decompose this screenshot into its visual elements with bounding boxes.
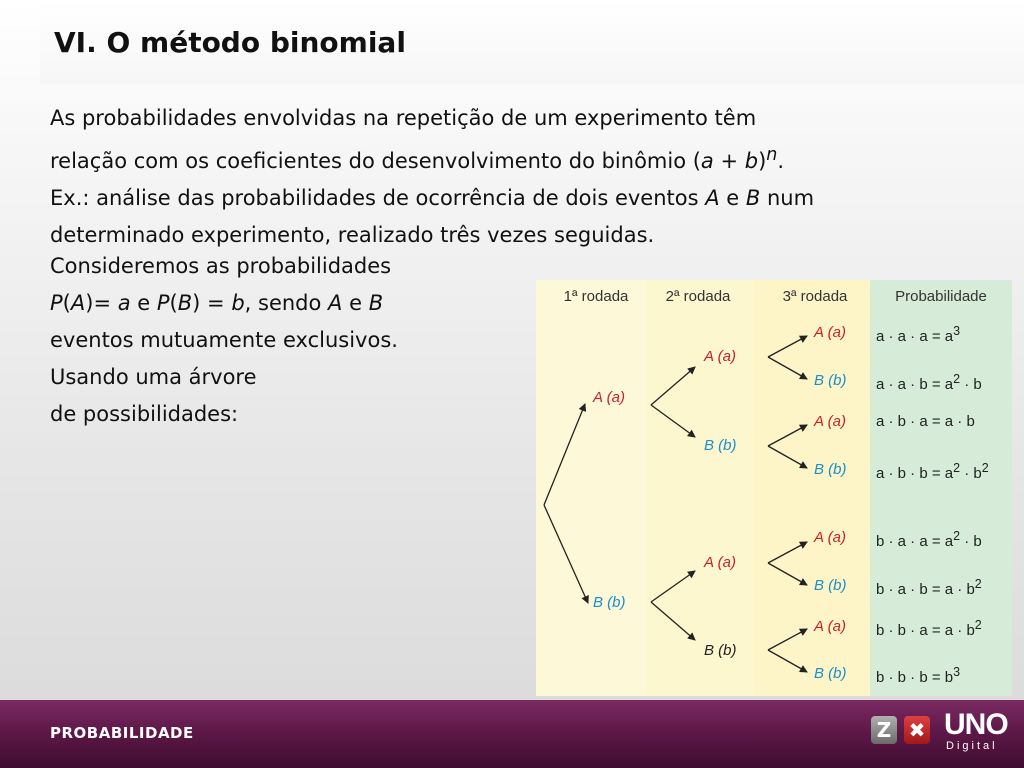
paren-eq: )= <box>85 291 118 315</box>
branch-ba-a <box>768 542 807 563</box>
event-a: A <box>328 291 343 315</box>
footer-label: PROBABILIDADE <box>50 724 194 742</box>
intro-line-3 <box>50 180 1000 217</box>
logo-x-icon: ✖ <box>904 716 930 744</box>
plus-sign: + <box>713 149 745 173</box>
left-line-1: Consideremos as probabilidades <box>50 254 392 278</box>
prob-expr: b · b · b = b <box>876 669 954 686</box>
node-r3-b: B (b) <box>814 461 847 478</box>
intro-line-4: determinado experimento, realizado três vezes seguidas. <box>50 223 655 247</box>
header-probability: Probabilidade <box>895 288 987 305</box>
prob-exp: 2 <box>981 461 989 475</box>
prob-exp: 2 <box>953 529 961 543</box>
node-r1-b: B (b) <box>593 594 626 611</box>
probability-aaa <box>876 324 960 345</box>
paren-close: ) <box>758 149 767 173</box>
branch-bb-a <box>768 629 807 650</box>
branch-aa-b <box>768 357 807 379</box>
branch-b-b <box>651 602 695 640</box>
var-a: a <box>117 291 131 315</box>
probability-aba <box>876 413 975 430</box>
left-paragraph <box>50 248 520 433</box>
var-b: b <box>744 149 759 173</box>
branch-b-a <box>651 571 695 602</box>
branch-root-a <box>544 404 585 505</box>
prob-p: P <box>50 291 63 315</box>
prob-exp: 3 <box>953 324 961 338</box>
branch-bb-b <box>768 650 807 672</box>
prob-expr: a · a · a = a <box>876 328 954 345</box>
slide-title: VI. O método binomial <box>54 26 406 59</box>
header-round-3: 3ª rodada <box>782 288 848 305</box>
node-r2-a: A (a) <box>704 554 736 571</box>
node-r2-b: B (b) <box>704 437 737 454</box>
node-r1-a: A (a) <box>593 389 625 406</box>
prob-expr: a · a · b = a <box>876 376 954 393</box>
node-r3-b: B (b) <box>814 372 847 389</box>
logo-z-icon: Z <box>871 716 897 744</box>
prob-exp: 2 <box>953 461 961 475</box>
footer-bar <box>0 700 1024 768</box>
branch-aa-a <box>768 336 807 357</box>
probability-bbb <box>876 665 960 686</box>
node-r2-b: B (b) <box>704 642 737 659</box>
prob-exp: 3 <box>953 665 961 679</box>
paren: ( <box>169 291 178 315</box>
probability-bba <box>876 618 982 639</box>
header-round-2: 2ª rodada <box>665 288 731 305</box>
var-a: a <box>700 149 714 173</box>
branch-a-b <box>651 405 695 437</box>
event-a: A <box>705 186 720 210</box>
event-b: B <box>745 186 761 210</box>
left-line-3: eventos mutuamente exclusivos. <box>50 328 398 352</box>
prob-tail: · b <box>960 533 982 550</box>
prob-expr: a · b · b = a <box>876 465 954 482</box>
paren-eq: ) = <box>192 291 232 315</box>
header-round-1: 1ª rodada <box>563 288 629 305</box>
exponent-n: n <box>766 145 778 165</box>
node-r3-a: A (a) <box>814 529 846 546</box>
intro-line-2 <box>50 137 1000 180</box>
conj-e: e <box>342 291 369 315</box>
prob-exp: 2 <box>974 577 982 591</box>
intro-text: relação com os coeficientes do desenvolvimento do binômio ( <box>50 149 701 173</box>
prob-expr: a · b · a = a · b <box>876 413 975 430</box>
sendo-text: , sendo <box>244 291 329 315</box>
left-line-5: de possibilidades: <box>50 402 239 426</box>
probability-bab <box>876 577 982 598</box>
var-b: b <box>231 291 245 315</box>
prob-p: P <box>156 291 170 315</box>
prob-expr: b · a · a = a <box>876 533 954 550</box>
left-line-2 <box>50 285 520 322</box>
logo-digital: Digital <box>946 740 998 752</box>
prob-exp: 2 <box>974 618 982 632</box>
left-line-4: Usando uma árvore <box>50 365 257 389</box>
branch-a-a <box>651 367 695 405</box>
node-r3-b: B (b) <box>814 577 847 594</box>
intro-paragraph <box>50 100 1000 254</box>
prob-expr: b · b · a = a · b <box>876 622 975 639</box>
branch-ab-a <box>768 425 807 446</box>
probability-aab <box>876 372 982 393</box>
paren: ( <box>62 291 71 315</box>
event-a: A <box>70 291 86 315</box>
prob-expr: b · a · b = a · b <box>876 581 975 598</box>
probability-tree-diagram <box>536 280 1012 696</box>
prob-exp: 2 <box>953 372 961 386</box>
conj-e: e <box>130 291 157 315</box>
probability-baa <box>876 529 982 550</box>
node-r2-a: A (a) <box>704 348 736 365</box>
event-b: B <box>177 291 193 315</box>
intro-text: Ex.: análise das probabilidades de ocorrência de dois eventos <box>50 186 706 210</box>
branch-ba-b <box>768 563 807 585</box>
prob-tail: · b <box>960 465 982 482</box>
intro-line-1: As probabilidades envolvidas na repetição de um experimento têm <box>50 106 757 130</box>
conj-e: e <box>719 186 746 210</box>
node-r3-a: A (a) <box>814 618 846 635</box>
event-b: B <box>368 291 384 315</box>
period: . <box>777 149 785 173</box>
probability-abb <box>876 461 989 482</box>
node-r3-b: B (b) <box>814 665 847 682</box>
node-r3-a: A (a) <box>814 324 846 341</box>
prob-tail: · b <box>960 376 982 393</box>
branch-ab-b <box>768 446 807 468</box>
intro-text: num <box>760 186 815 210</box>
branch-root-b <box>544 505 588 603</box>
logo-uno: UNO <box>944 708 1008 741</box>
node-r3-a: A (a) <box>814 413 846 430</box>
